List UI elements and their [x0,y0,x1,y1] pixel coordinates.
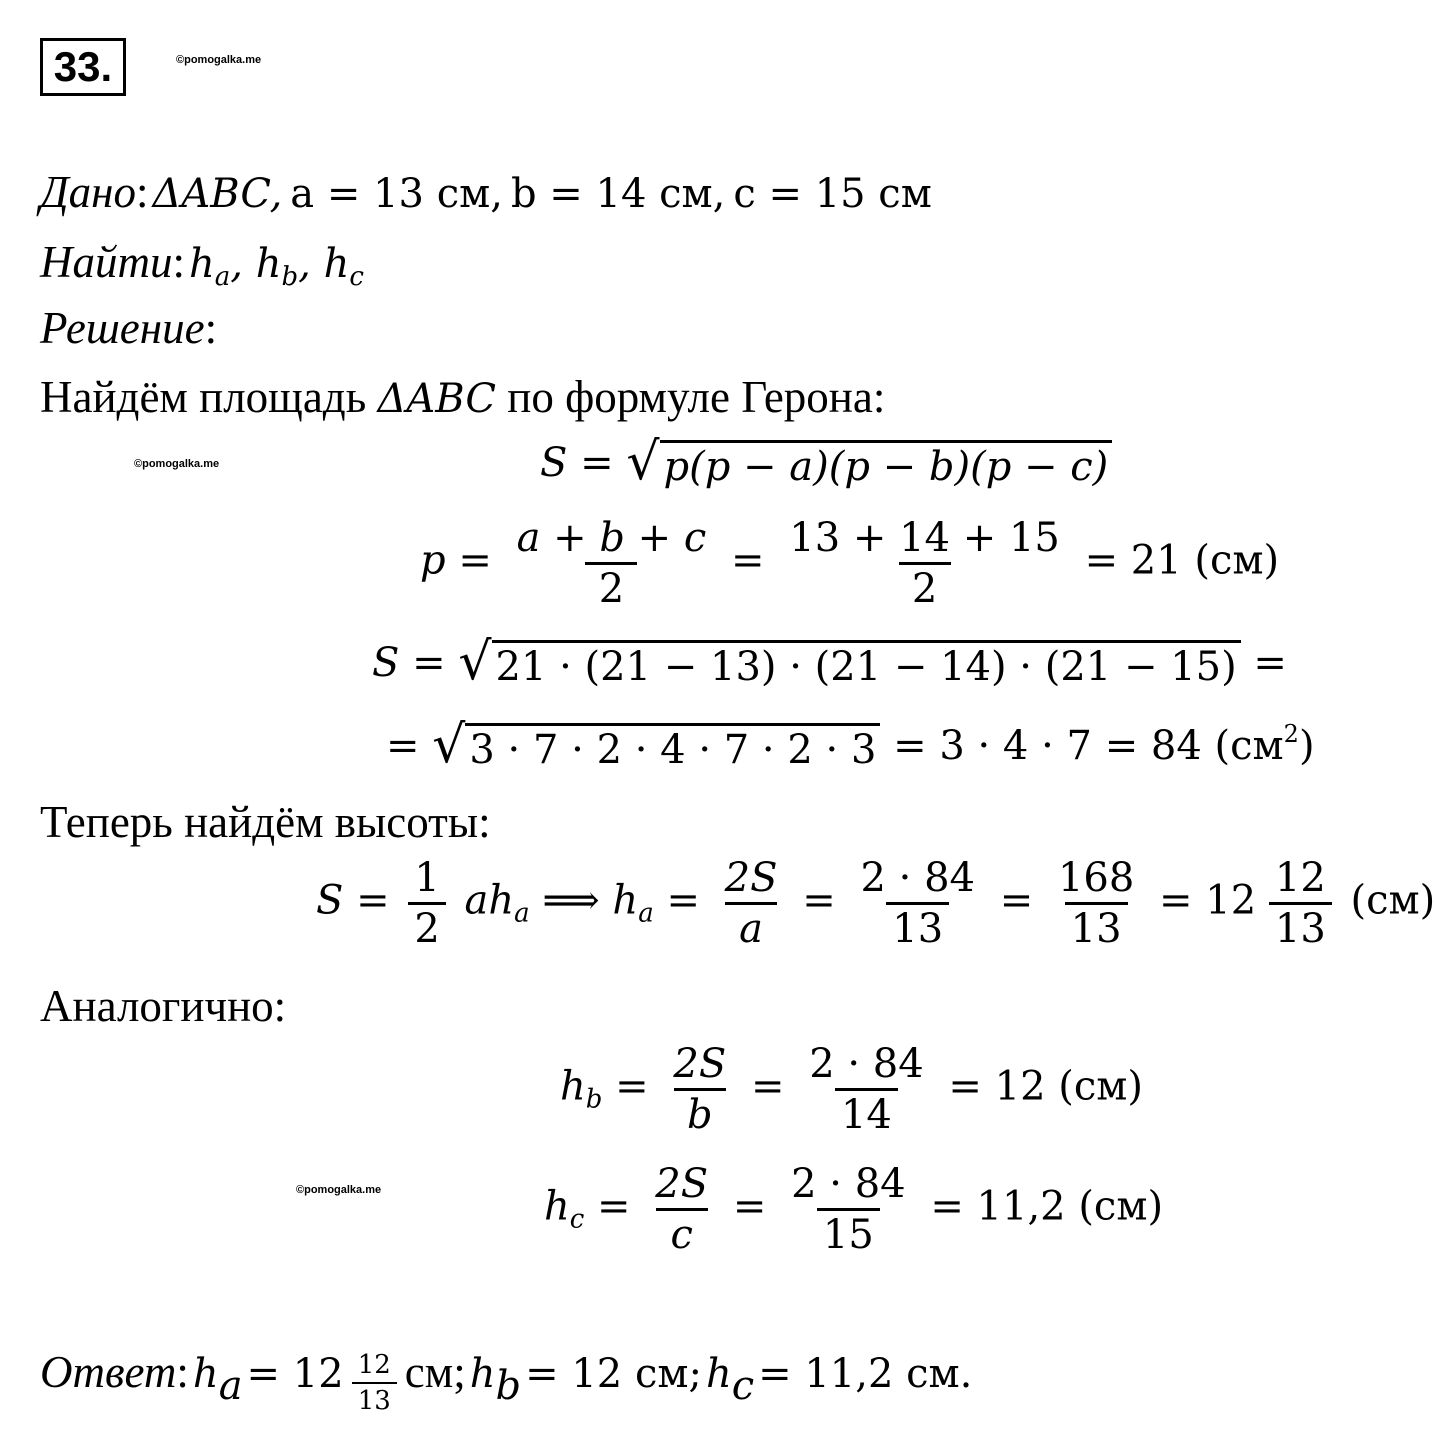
ha-frac3-num: 168 [1057,855,1135,901]
heron-radicand: p(p − a)(p − b)(p − c) [660,440,1113,492]
area2-radicand: 3 · 7 · 2 · 4 · 7 · 2 · 3 [465,723,880,775]
hb-result: = 12 (см) [948,1063,1143,1110]
area1-sqrt [458,632,1240,692]
perimeter-eq: = [731,537,765,584]
perimeter-frac2-num: 13 + 14 + 15 [789,515,1060,561]
answer-ha-unit: см; [404,1347,466,1397]
answer-ha-den: 13 [352,1382,397,1414]
answer-ha: h [192,1351,219,1397]
heron-lhs: S = [540,440,614,486]
ha-s-eq: S = [316,877,390,924]
perimeter-frac2 [783,515,1066,612]
hc-frac1-num: 2S [655,1161,709,1207]
solution-label: Решение [40,303,205,353]
ha-eq2: = [802,877,836,924]
answer-ha-sub: a [218,1363,243,1409]
area-line-2 [386,714,1315,775]
hb-frac1-den: b [674,1088,726,1135]
heron-formula [540,432,1112,492]
hc-result: = 11,2 (см) [930,1183,1164,1230]
perimeter-frac1 [511,515,713,612]
hc-frac1-den: c [656,1208,708,1255]
find-hb: h [255,241,282,287]
find-hc: h [323,241,350,287]
area2-result: = 3 · 4 · 7 = 84 (см [893,722,1284,769]
hc-sub: c [569,1204,585,1235]
ha-frac3 [1052,855,1140,952]
solution-line [40,303,218,353]
answer-ha-eq: = 12 [246,1351,344,1397]
watermark-bottom: ©pomogalka.me [296,1184,382,1196]
perimeter-lhs: p = [420,537,492,584]
hb-h: h [560,1063,586,1110]
hc-line [544,1161,1164,1258]
area2-sqrt [432,714,880,775]
find-ha: h [189,241,215,287]
ha-half-den: 2 [408,902,445,949]
ha-ah: ah [464,877,515,924]
hc-h: h [544,1183,570,1230]
watermark-top: ©pomogalka.me [176,54,262,66]
perimeter-frac1-den: 2 [585,562,637,609]
hc-frac2-den: 15 [817,1208,880,1255]
answer-line [40,1347,973,1417]
hb-eq2: = [750,1063,785,1110]
hb-frac2 [803,1041,930,1138]
heron-intro-before: Найдём площадь [40,372,378,422]
ha-frac1-num: 2S [724,855,778,901]
given-a: a = 13 см, [290,171,503,217]
find-colon: : [172,237,186,287]
ha-half [408,855,445,952]
ha-a-sub: a [514,898,530,929]
heron-intro-triangle: ΔABC [377,376,496,422]
answer-label: Ответ [40,1347,177,1397]
answer-hc-sub: c [731,1363,755,1409]
hc-eq2: = [732,1183,767,1230]
given-label: Дано [40,167,136,217]
perimeter-line [420,515,1280,612]
area1-radicand: 21 · (21 − 13) · (21 − 14) · (21 − 15) [492,640,1241,692]
ha-implies: ⟹ h [542,877,639,924]
given-line [40,167,932,217]
hb-frac2-num: 2 · 84 [809,1041,924,1087]
ha-frac2-num: 2 · 84 [860,855,975,901]
find-ha-sub: a [214,261,231,292]
area2-lhs: = [386,722,420,769]
ha-h-sub: a [638,898,654,929]
area-line-1 [372,632,1287,692]
ha-half-num: 1 [414,855,440,901]
ha-eq1: = [666,877,700,924]
ha-line [316,855,1435,952]
sqrt-icon: √ [432,714,466,775]
hc-eq1: = [597,1183,631,1230]
answer-hc: h [705,1351,732,1397]
area1-lhs: S = [372,640,446,686]
find-hb-sub: b [281,261,299,292]
find-line: Найти: $h_a$, $h_b$, $h_c$ [40,237,364,292]
ha-eq3: = [999,877,1034,924]
solution-colon: : [204,303,218,353]
sqrt-icon: √ [626,432,660,492]
ha-frac3-den: 13 [1065,902,1128,949]
hc-frac2 [785,1161,912,1258]
area2-close: ) [1298,722,1315,769]
perimeter-frac1-num: a + b + c [516,515,707,561]
perimeter-frac2-den: 2 [899,562,951,609]
hb-frac2-den: 14 [835,1088,898,1135]
hb-eq1: = [615,1063,649,1110]
answer-ha-frac [352,1350,397,1417]
given-b: b = 14 см, [510,171,726,217]
sqrt-icon: √ [458,632,492,692]
perimeter-result: = 21 (см) [1084,537,1280,584]
answer-hb: h [469,1351,496,1397]
ha-unit: (см) [1350,877,1435,924]
given-colon: : [135,167,149,217]
heron-intro [40,372,886,422]
ha-frac1 [719,855,784,952]
area1-tail: = [1253,640,1287,686]
hb-line [560,1041,1143,1138]
given-triangle: ΔABC, [152,171,283,217]
hb-frac1-num: 2S [673,1041,727,1087]
hc-frac2-num: 2 · 84 [791,1161,906,1207]
answer-ha-num: 12 [357,1350,391,1381]
find-hc-sub: c [349,261,364,292]
ha-frac4 [1269,855,1332,952]
answer-colon: : [176,1347,189,1397]
heights-intro: Теперь найдём высоты: [40,797,491,847]
hb-frac1 [667,1041,732,1138]
ha-frac4-num: 12 [1274,855,1326,901]
hb-sub: b [585,1084,603,1115]
ha-frac4-den: 13 [1269,902,1332,949]
heron-sqrt [626,432,1112,492]
ha-frac1-den: a [725,902,777,949]
heron-intro-after: по формуле Герона: [496,372,886,422]
answer-hb-val: = 12 см; [525,1351,702,1397]
watermark-middle: ©pomogalka.me [134,458,220,470]
ha-eq4: = 12 [1159,877,1257,924]
ha-frac2-den: 13 [886,902,949,949]
area2-exp: 2 [1283,720,1299,748]
ha-frac2 [854,855,981,952]
answer-hc-val: = 11,2 см. [758,1351,973,1397]
hc-frac1 [649,1161,714,1258]
problem-number: 33. [40,38,126,96]
find-label: Найти [40,237,173,287]
answer-hb-sub: b [495,1363,522,1409]
analog-label: Аналогично: [40,981,287,1031]
given-c: c = 15 см [733,171,932,217]
